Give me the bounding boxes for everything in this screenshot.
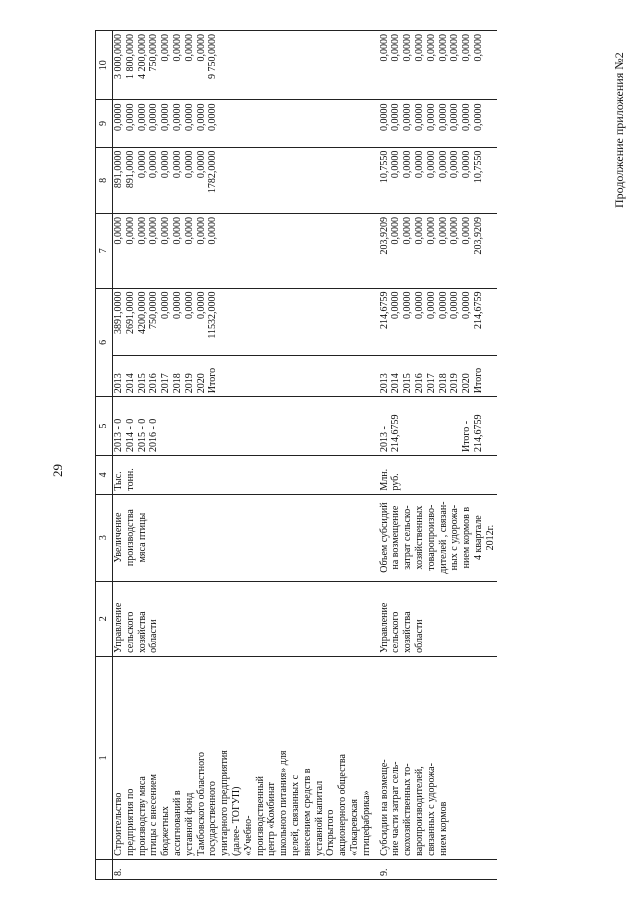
header-cell-10: 10 (96, 31, 113, 100)
year-cell-line: Итого (207, 367, 219, 394)
year-cell-line: 2020 (195, 373, 207, 394)
indicator-cell-line: затрат сельско- (402, 505, 414, 570)
local-cell-line: 0,0000 (402, 103, 414, 131)
program-table (95, 30, 497, 880)
year-cell (373, 355, 497, 397)
federal-cell-line: 0,0000 (136, 217, 148, 245)
local-cell-line: 0,0000 (461, 103, 473, 131)
indicator-cell-line: на возмещение (390, 505, 402, 570)
federal-cell (113, 214, 373, 289)
total-cell-line: 0,0000 (195, 291, 207, 320)
regional-cell-line: 0,0000 (183, 150, 195, 179)
other-cell-line: 0,0000 (171, 34, 183, 62)
total-cell (373, 288, 497, 355)
page-number: 29 (50, 464, 65, 477)
year-cell (113, 355, 373, 397)
activity-name-line: птицы с внесением (148, 774, 160, 856)
federal-cell-line: 0,0000 (402, 217, 414, 245)
target-cell-line: 2013 - 0 (113, 418, 124, 453)
unit-cell-line: Тыс. (113, 471, 124, 491)
local-cell-line: 0,0000 (449, 103, 461, 131)
total-cell-line: 11532,0000 (207, 291, 219, 339)
activity-name-line: производству мяса (136, 776, 148, 856)
total-cell-line: 214,6759 (472, 291, 484, 330)
indicator-cell-line: 2012г. (484, 524, 496, 551)
activity-name-line: школьного питания» для (278, 750, 290, 856)
activity-name-line: бюджетных (160, 806, 172, 856)
activity-name-line: ние части затрат сель- (390, 761, 402, 856)
local-cell (113, 100, 373, 147)
header-cell-2: 2 (96, 581, 113, 656)
regional-cell-line: 10,7550 (472, 150, 484, 184)
regional-cell-line: 891,0000 (124, 150, 136, 189)
federal-cell-line: 0,0000 (413, 217, 425, 245)
target-cell-line: 214,6759 (390, 414, 402, 453)
other-cell-line: 9 750,0000 (207, 34, 219, 79)
regional-cell-line: 0,0000 (425, 150, 437, 179)
indicator-cell-line: хозяйственных (413, 505, 425, 570)
unit-cell (373, 456, 497, 495)
target-cell-line (449, 400, 461, 452)
federal-cell (373, 214, 497, 289)
local-cell (373, 100, 497, 147)
total-cell-line: 3891,0000 (113, 291, 124, 335)
federal-cell-line: 0,0000 (183, 217, 195, 245)
regional-cell-line: 0,0000 (461, 150, 473, 179)
target-cell-line: 2014 - 0 (124, 418, 136, 453)
indicator-cell (113, 494, 373, 581)
target-cell-line (438, 400, 450, 452)
federal-cell-line: 0,0000 (160, 217, 172, 245)
local-cell-line: 0,0000 (195, 103, 207, 131)
activity-name-line: (далее- ТОГУП) (230, 786, 242, 856)
total-cell-line: 0,0000 (413, 291, 425, 320)
other-cell-line: 0,0000 (390, 34, 402, 62)
indicator-cell-line: 4 квартале (472, 515, 484, 560)
activity-name-line: целей, связанных с (289, 774, 301, 856)
row-number: 8. (113, 859, 373, 879)
indicator-cell (373, 494, 497, 581)
unit-cell-line: Млн. (378, 468, 390, 491)
header-cell-6: 6 (96, 288, 113, 397)
unit-cell-line: тонн. (124, 468, 136, 491)
local-cell-line: 0,0000 (472, 103, 484, 131)
header-cell-3: 3 (96, 494, 113, 581)
year-cell-line: 2013 (378, 373, 390, 394)
year-cell-line: 2015 (136, 373, 148, 394)
executor-cell (373, 581, 497, 656)
local-cell-line: 0,0000 (148, 103, 160, 131)
total-cell-line: 0,0000 (461, 291, 473, 320)
activity-name-line: Субсидии на возмеще- (378, 759, 390, 856)
activity-name-line: Открытого (325, 809, 337, 856)
other-cell-line: 1 800,0000 (124, 34, 136, 79)
federal-cell-line: 0,0000 (449, 217, 461, 245)
target-cell-line: 214,6759 (472, 414, 484, 453)
activity-name-line: скохозяйственных то- (402, 763, 414, 856)
year-cell-line: 2013 (113, 373, 124, 394)
year-cell-line: 2016 (148, 373, 160, 394)
activity-name-line: производственный (254, 776, 266, 856)
other-cell (113, 31, 373, 100)
regional-cell-line: 0,0000 (437, 150, 449, 179)
regional-cell (113, 147, 373, 213)
indicator-cell-line: Объем субсидий (378, 502, 390, 573)
activity-name-line: унитарного предприятия (219, 750, 231, 856)
local-cell-line: 0,0000 (207, 103, 219, 131)
regional-cell-line: 0,0000 (449, 150, 461, 179)
federal-cell-line: 0,0000 (437, 217, 449, 245)
unit-cell-line: руб. (390, 473, 402, 491)
activity-name-line: ассигнований в (171, 790, 183, 856)
local-cell-line: 0,0000 (183, 103, 195, 131)
federal-cell-line: 0,0000 (207, 217, 219, 245)
table-row (113, 31, 373, 880)
total-cell-line: 0,0000 (437, 291, 449, 320)
other-cell-line: 0,0000 (402, 34, 414, 62)
total-cell-line: 0,0000 (160, 291, 172, 320)
activity-name-line: «Учебно- (242, 815, 254, 856)
total-cell-line: 2691,0000 (124, 291, 136, 335)
other-cell-line: 0,0000 (461, 34, 473, 62)
total-cell-line: 4200,0000 (136, 291, 148, 335)
year-cell-line: 2020 (461, 373, 473, 394)
local-cell-line: 0,0000 (124, 103, 136, 131)
continuation-title: Продолжение приложения №2 (612, 52, 626, 208)
regional-cell-line: 0,0000 (402, 150, 414, 179)
header-cell-1: 1 (96, 656, 113, 859)
other-cell-line: 4 200,0000 (136, 34, 148, 79)
target-cell-line: 2013 - (378, 426, 390, 453)
table-row (373, 31, 497, 880)
activity-name-line: государственного (207, 781, 219, 856)
target-cell-line: Итого - (461, 420, 473, 453)
indicator-cell-line: производства (124, 509, 136, 567)
regional-cell (373, 147, 497, 213)
header-cell-9: 9 (96, 100, 113, 147)
year-cell-line: 2018 (171, 373, 183, 394)
executor-cell-line: хозяйства (402, 611, 414, 653)
activity-name-line: птицефабрика» (360, 790, 372, 856)
executor-cell-line: Управление (378, 602, 390, 653)
federal-cell-line: 0,0000 (425, 217, 437, 245)
executor-cell (113, 581, 373, 656)
year-cell-line: 2017 (425, 373, 437, 394)
other-cell-line: 0,0000 (183, 34, 195, 62)
indicator-cell-line: ных с удорожа- (449, 504, 461, 571)
total-cell-line: 214,6759 (378, 291, 390, 330)
other-cell-line: 0,0000 (195, 34, 207, 62)
local-cell-line: 0,0000 (113, 103, 124, 131)
activity-name-line: Строительство (113, 792, 124, 856)
activity-name-line: варопроизводителей, (413, 766, 425, 856)
total-cell-line: 0,0000 (425, 291, 437, 320)
total-cell (113, 288, 373, 355)
local-cell-line: 0,0000 (136, 103, 148, 131)
year-cell-line: 2019 (449, 373, 461, 394)
executor-cell-line: области (148, 619, 160, 653)
target-cell (113, 397, 373, 456)
executor-cell-line: области (413, 619, 425, 653)
target-cell-line (402, 400, 414, 452)
federal-cell-line: 0,0000 (124, 217, 136, 245)
activity-name (373, 656, 497, 859)
other-cell-line: 0,0000 (472, 34, 484, 62)
activity-name-line: уставной капитал (313, 780, 325, 856)
year-cell-line: 2014 (390, 373, 402, 394)
indicator-cell-line: мяса птицы (136, 512, 148, 563)
total-cell-line: 0,0000 (390, 291, 402, 320)
year-cell-line: Итого (472, 367, 484, 394)
header-cell-4: 4 (96, 456, 113, 495)
executor-cell-line: сельского (390, 611, 402, 653)
target-cell (373, 397, 497, 456)
regional-cell-line: 0,0000 (195, 150, 207, 179)
local-cell-line: 0,0000 (437, 103, 449, 131)
executor-cell-line: сельского (124, 611, 136, 653)
other-cell-line: 0,0000 (378, 34, 390, 62)
activity-name-line: нием кормов (437, 801, 449, 856)
activity-name-line: акционерного общества (337, 754, 349, 856)
header-cell-5: 5 (96, 397, 113, 456)
header-row (96, 31, 113, 880)
indicator-cell-line: дителей , связан- (437, 501, 449, 574)
activity-name-line: уставной фонд (183, 792, 195, 856)
local-cell-line: 0,0000 (160, 103, 172, 131)
other-cell-line: 0,0000 (160, 34, 172, 62)
local-cell-line: 0,0000 (413, 103, 425, 131)
other-cell-line: 0,0000 (437, 34, 449, 62)
executor-cell-line: хозяйства (136, 611, 148, 653)
total-cell-line: 0,0000 (402, 291, 414, 320)
activity-name (113, 656, 373, 859)
activity-name-line: предприятия по (124, 788, 136, 856)
target-cell-line (414, 400, 426, 452)
other-cell-line: 0,0000 (425, 34, 437, 62)
total-cell-line: 750,0000 (148, 291, 160, 330)
local-cell-line: 0,0000 (390, 103, 402, 131)
activity-name-line: Тамбовского областного (195, 752, 207, 856)
header-cell-8: 8 (96, 147, 113, 213)
target-cell-line (426, 400, 438, 452)
federal-cell-line: 0,0000 (195, 217, 207, 245)
activity-name-line: центр «Комбинат (266, 782, 278, 856)
header-cell-7: 7 (96, 214, 113, 289)
year-cell-line: 2019 (183, 373, 195, 394)
local-cell-line: 0,0000 (171, 103, 183, 131)
other-cell-line: 3 000,0000 (113, 34, 124, 79)
year-cell-line: 2018 (437, 373, 449, 394)
year-cell-line: 2015 (402, 373, 414, 394)
year-cell-line: 2014 (124, 373, 136, 394)
regional-cell-line: 0,0000 (171, 150, 183, 179)
other-cell (373, 31, 497, 100)
total-cell-line: 0,0000 (449, 291, 461, 320)
indicator-cell-line: Увеличение (113, 512, 124, 563)
federal-cell-line: 0,0000 (171, 217, 183, 245)
regional-cell-line: 0,0000 (136, 150, 148, 179)
local-cell-line: 0,0000 (425, 103, 437, 131)
regional-cell-line: 0,0000 (148, 150, 160, 179)
activity-name-line: связанных с удорожа- (425, 763, 437, 856)
year-cell-line: 2017 (160, 373, 172, 394)
regional-cell-line: 891,0000 (113, 150, 124, 189)
other-cell-line: 750,0000 (148, 34, 160, 72)
total-cell-line: 0,0000 (183, 291, 195, 320)
activity-name-line: «Токаревская (348, 799, 360, 856)
federal-cell-line: 0,0000 (148, 217, 160, 245)
activity-name-line: внесением средств в (301, 768, 313, 856)
regional-cell-line: 0,0000 (160, 150, 172, 179)
indicator-cell-line: товаропроизво- (425, 504, 437, 571)
other-cell-line: 0,0000 (449, 34, 461, 62)
federal-cell-line: 0,0000 (113, 217, 124, 245)
header-cell-num (96, 859, 113, 879)
row-number: 9. (373, 859, 497, 879)
other-cell-line: 0,0000 (413, 34, 425, 62)
regional-cell-line: 0,0000 (413, 150, 425, 179)
unit-cell (113, 456, 373, 495)
target-cell-line: 2016 - 0 (148, 418, 160, 453)
regional-cell-line: 0,0000 (390, 150, 402, 179)
local-cell-line: 0,0000 (378, 103, 390, 131)
rotated-table-container (95, 30, 625, 880)
federal-cell-line: 0,0000 (390, 217, 402, 245)
regional-cell-line: 10,7550 (378, 150, 390, 184)
executor-cell-line: Управление (113, 602, 124, 653)
federal-cell-line: 203,9209 (378, 217, 390, 255)
year-cell-line: 2016 (413, 373, 425, 394)
federal-cell-line: 0,0000 (461, 217, 473, 245)
indicator-cell-line: нием кормов в (461, 506, 473, 569)
federal-cell-line: 203,9209 (472, 217, 484, 255)
target-cell-line: 2015 - 0 (136, 418, 148, 453)
regional-cell-line: 1782,0000 (207, 150, 219, 194)
total-cell-line: 0,0000 (171, 291, 183, 320)
